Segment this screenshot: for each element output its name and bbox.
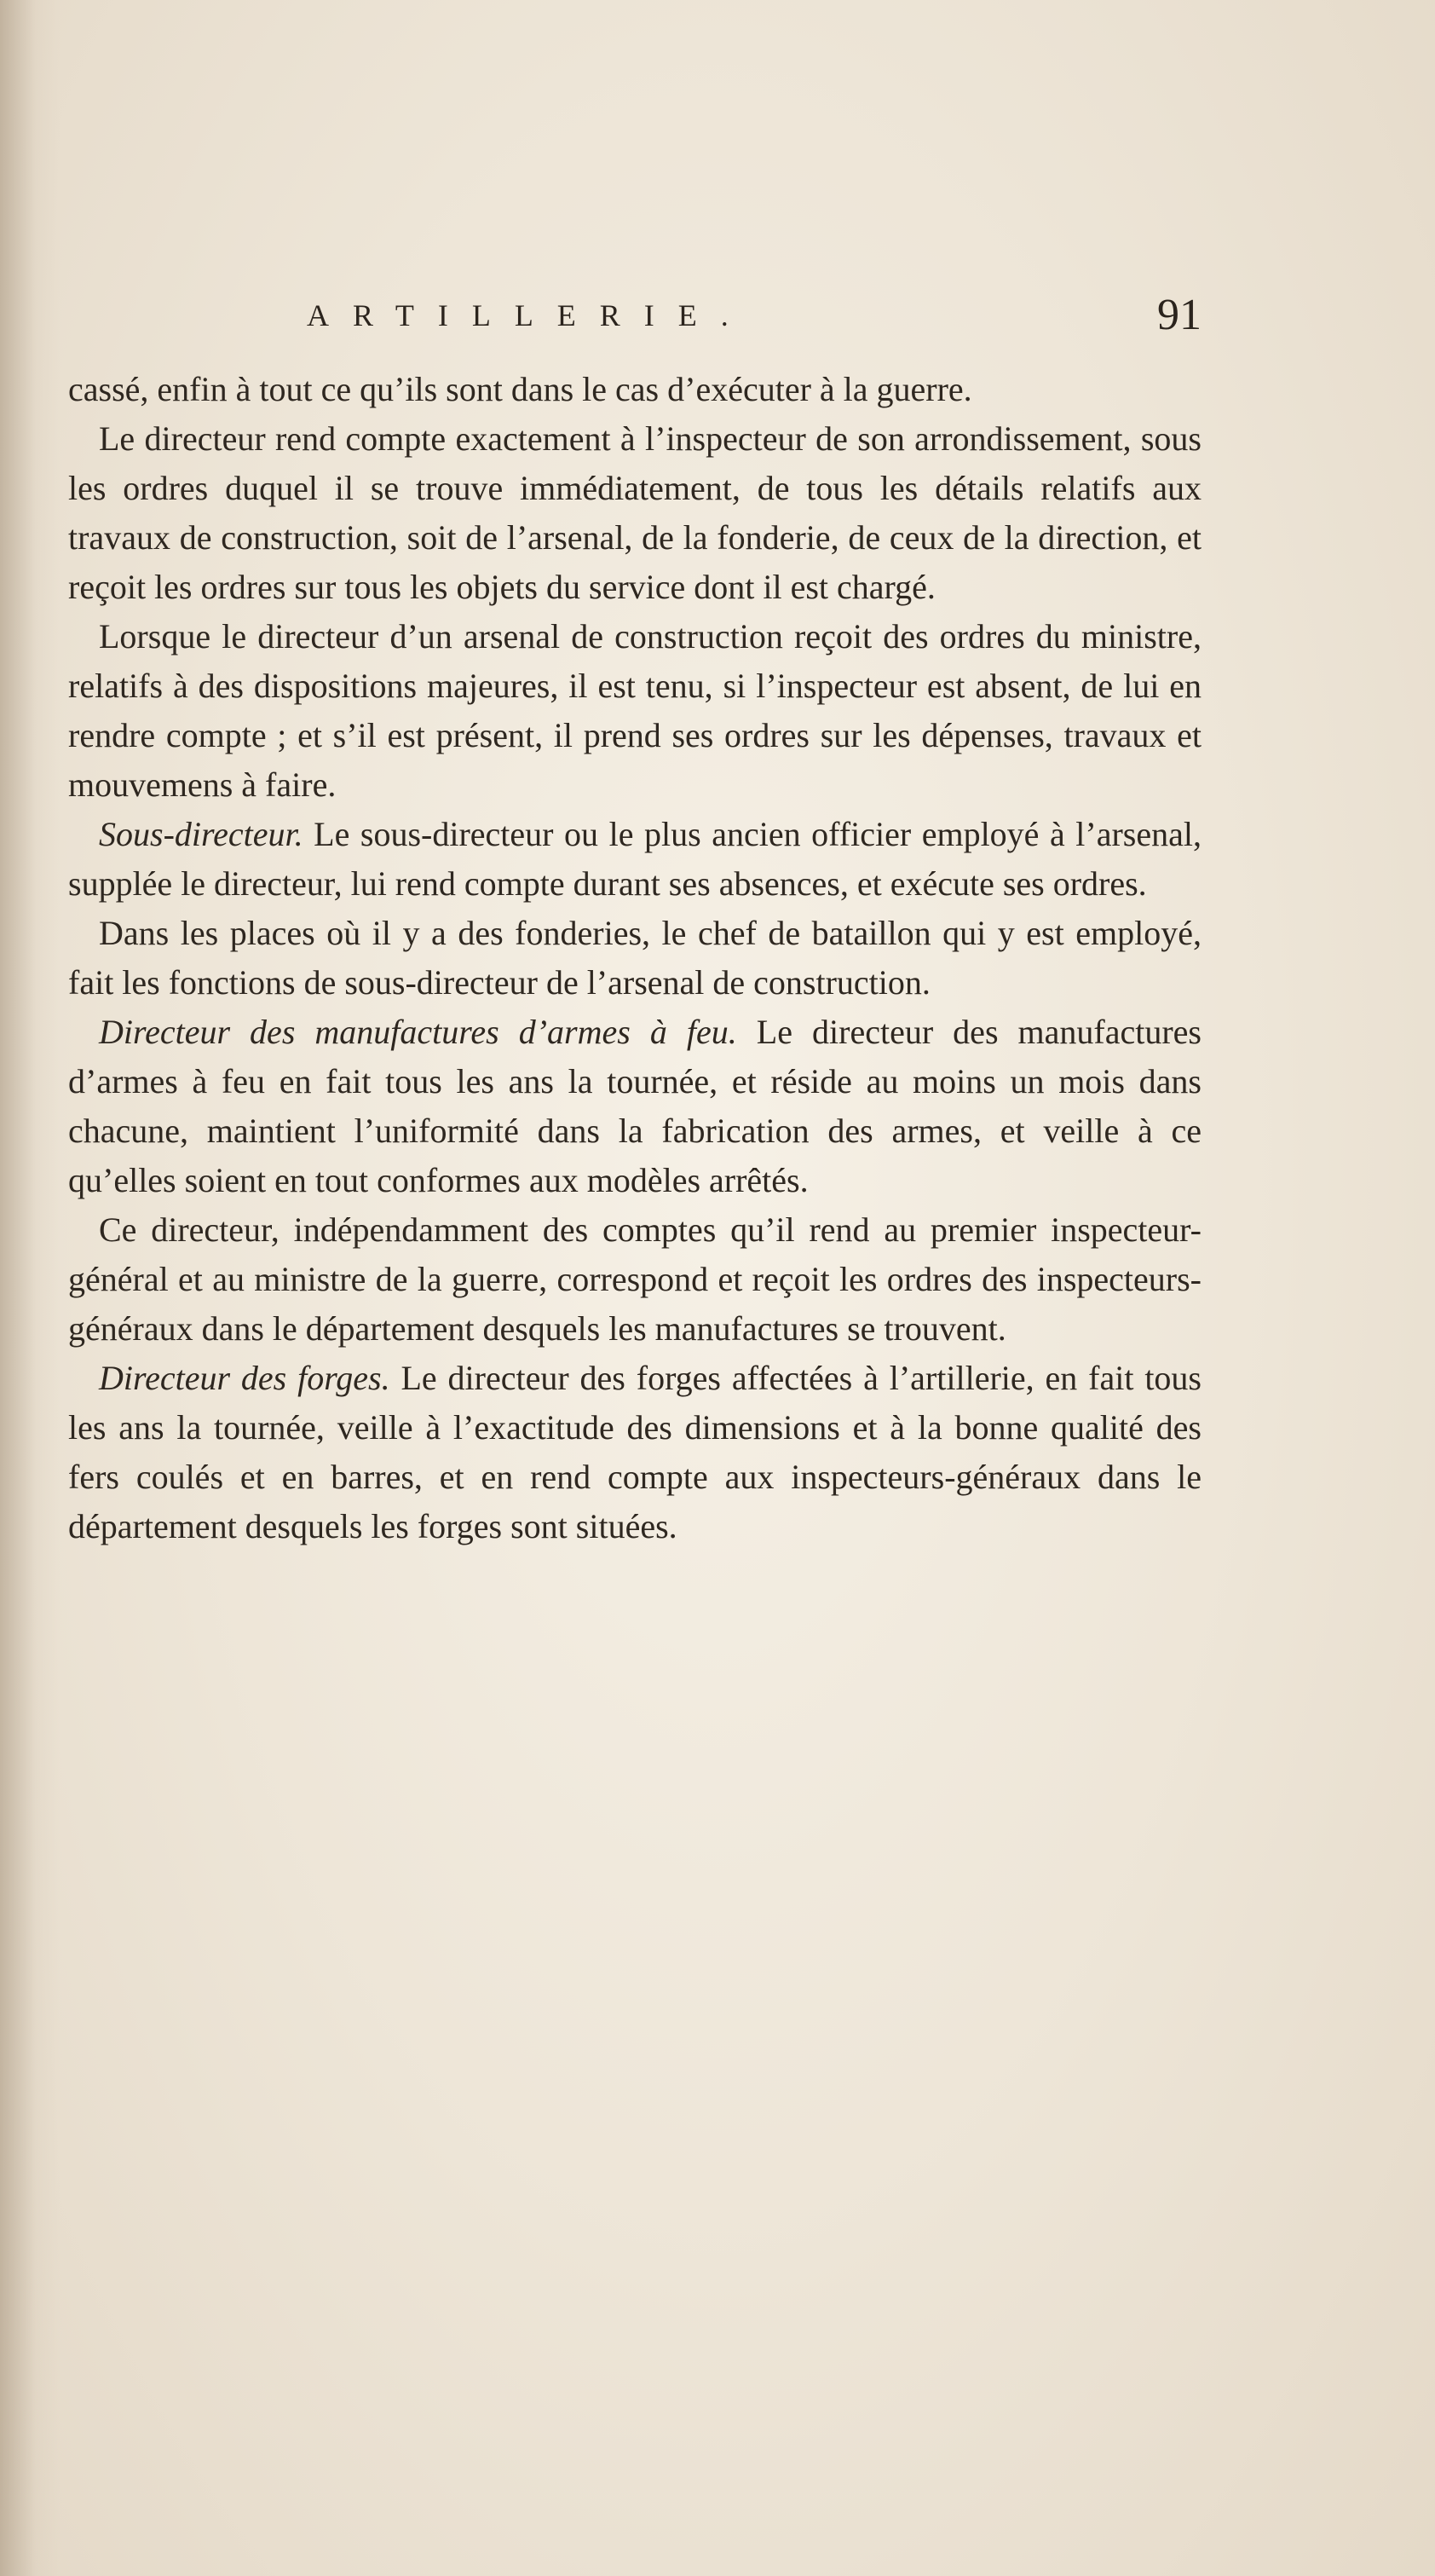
page-number: 91 [1157,291,1202,339]
paragraph-8-heading: Directeur des forges. [99,1359,401,1397]
paragraph-6 [68,1008,1202,1205]
paragraph-6-text: Le directeur des manufactures d’armes à feu en fait tous les ans la tournée, et réside au moins un mois dans chacune, maintient l’uniformité dans la fabrication des armes, et veille à ce qu’elles soient en tout conformes aux modèles arrêtés. [68,1013,1202,1199]
running-title: ARTILLERIE. [307,298,752,332]
paragraph-4-heading: Sous-directeur. [99,815,314,853]
paragraph-1 [68,365,1202,414]
paragraph-4-text: Le sous-directeur ou le plus ancien officier employé à l’arsenal, supplée le directeur, lui rend compte durant ses absences, et exécute ses ordres. [68,815,1202,903]
paragraph-2-text: Le directeur rend compte exactement à l’inspecteur de son arrondissement, sous les ordres duquel il se trouve immédiatement, de tous les détails relatifs aux travaux de construction, soit de l’arsenal, de la fonderie, de ceux de la direction, et reçoit les ordres sur tous les objets du service dont il est chargé. [68,419,1202,606]
paragraph-5 [68,909,1202,1008]
paragraph-2 [68,414,1202,612]
body-text [68,365,1202,2496]
running-header [307,290,1202,341]
paragraph-8-text: Le directeur des forges affectées à l’artillerie, en fait tous les ans la tournée, veille à l’exactitude des dimensions et à la bonne qualité des fers coulés et en barres, et en rend compte aux inspecteurs-généraux dans le département desquels les forges sont situées. [68,1359,1202,1545]
paragraph-4 [68,810,1202,909]
page-gutter-shadow [0,0,60,2576]
paragraph-5-text: Dans les places où il y a des fonderies, le chef de bataillon qui y est employé, fait les fonctions de sous-directeur de l’arsenal de construction. [68,914,1202,1002]
paragraph-8 [68,1354,1202,1551]
paragraph-7-text: Ce directeur, indépendamment des comptes qu’il rend au premier inspecteur-général et au ministre de la guerre, correspond et reçoit les ordres des inspecteurs-généraux dans le département desquels les manufactures se trouvent. [68,1210,1202,1348]
paragraph-3-text: Lorsque le directeur d’un arsenal de construction reçoit des ordres du ministre, relatifs à des dispositions majeures, il est tenu, si l’inspecteur est absent, de lui en rendre compte ; et s’il est présent, il prend ses ordres sur les dépenses, travaux et mouvemens à faire. [68,617,1202,804]
paragraph-7 [68,1205,1202,1354]
paragraph-6-heading: Directeur des manufactures d’armes à feu. [99,1013,757,1051]
paragraph-1-text: cassé, enfin à tout ce qu’ils sont dans le cas d’exécuter à la guerre. [68,370,972,408]
paragraph-3 [68,612,1202,810]
